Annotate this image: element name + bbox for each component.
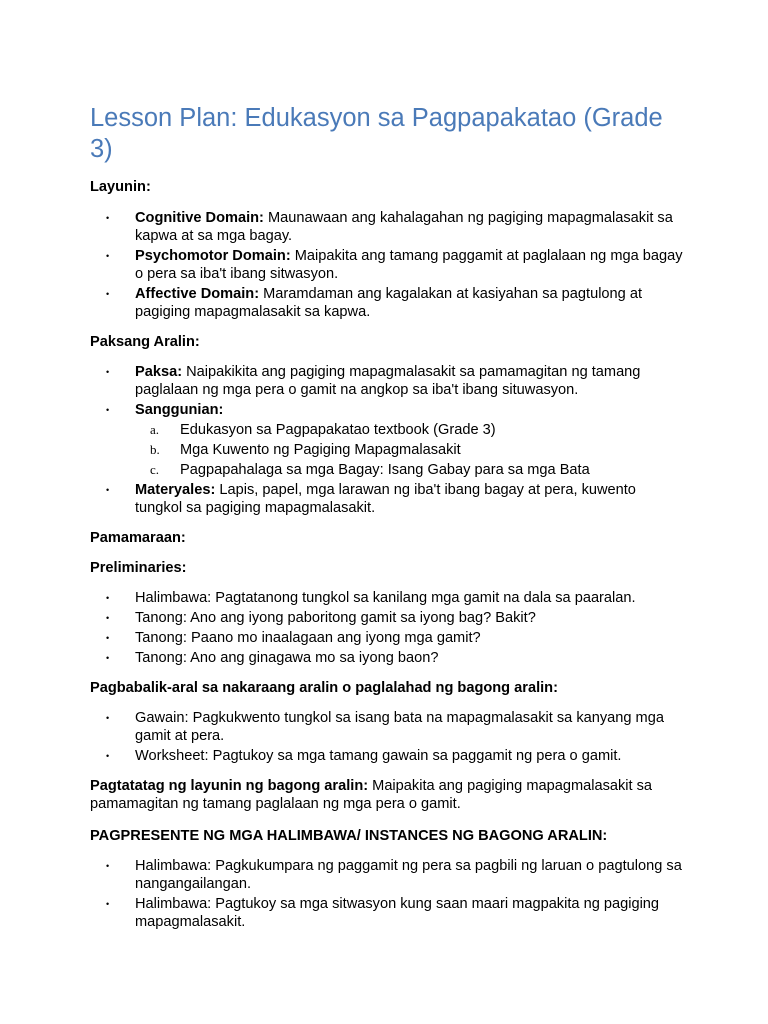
list-item [90,481,686,517]
list-item: • Gawain: Pagkukwento tungkol sa isang bata na mapagmalasakit sa kanyang mga gamit at pera. [90,709,686,745]
sub-list-item [135,461,686,479]
sub-list-item [135,441,686,459]
sub-letter: c. [150,462,160,477]
pamamaraan-heading: Pamamaraan: [90,530,186,546]
list-item: • Tanong: Ano ang iyong paboritong gamit sa iyong bag? Bakit? [90,609,686,627]
sanggunian-list [135,421,686,479]
paksang-aralin-list [90,363,686,517]
paksang-aralin-heading: Paksang Aralin: [90,334,200,350]
document-content [90,103,686,931]
sub-letter: a. [150,422,160,437]
list-item: • Tanong: Ano ang ginagawa mo sa iyong baon? [90,649,686,667]
sub-list-item [135,421,686,439]
list-item: • Worksheet: Pagtukoy sa mga tamang gawain sa paggamit ng pera o gamit. [90,747,686,765]
preliminaries-heading: Preliminaries: [90,560,187,576]
pagbabalik-aral-heading: Pagbabalik-aral sa nakaraang aralin o paglalahad ng bagong aralin: [90,680,558,696]
item-label: Materyales: [135,482,216,498]
item-label: Sanggunian: [135,402,224,418]
pagpresente-list [90,857,686,931]
sub-text: Pagpapahalaga sa mga Bagay: Isang Gabay para sa mga Bata [180,462,590,478]
sub-text: Edukasyon sa Pagpapakatao textbook (Grade 3) [180,422,496,438]
preliminaries-list [90,589,686,667]
item-label: Paksa: [135,364,183,380]
layunin-heading: Layunin: [90,179,151,195]
item-label: Psychomotor Domain: [135,248,291,264]
list-item [90,401,686,479]
pagbabalik-aral-list [90,709,686,765]
pagtatatag-label: Pagtatatag ng layunin ng bagong aralin: [90,778,369,794]
item-text: Naipakikita ang pagiging mapagmalasakit sa pamamagitan ng tamang paglalaan ng mga pera o gamit na angkop sa iba't ibang situwasyon. [135,364,641,398]
list-item: • Halimbawa: Pagkukumpara ng paggamit ng pera sa pagbili ng laruan o pagtulong sa nangangailangan. [90,857,686,893]
list-item: • Halimbawa: Pagtukoy sa mga sitwasyon kung saan maari magpakita ng pagiging mapagmalasakit. [90,895,686,931]
list-item [90,209,686,245]
pagtatatag-paragraph [90,777,686,813]
item-text: Maipakita ang tamang paggamit at paglalaan ng mga bagay o pera sa iba't ibang sitwasyon. [135,248,683,282]
pagpresente-heading: PAGPRESENTE NG MGA HALIMBAWA/ INSTANCES NG BAGONG ARALIN: [90,828,608,844]
sub-text: Mga Kuwento ng Pagiging Mapagmalasakit [180,442,461,458]
list-item [90,247,686,283]
item-label: Affective Domain: [135,286,260,302]
page-title: Lesson Plan: Edukasyon sa Pagpapakatao (Grade 3) [90,104,663,163]
list-item: • Halimbawa: Pagtatanong tungkol sa kanilang mga gamit na dala sa paaralan. [90,589,686,607]
list-item [90,285,686,321]
item-text: Lapis, papel, mga larawan ng iba't ibang bagay at pera, kuwento tungkol sa pagiging mapagmalasakit. [135,482,636,516]
list-item [90,363,686,399]
pagtatatag-text: Maipakita ang pagiging mapagmalasakit sa pamamagitan ng tamang paglalaan ng mga pera o gamit. [90,778,653,812]
sub-letter: b. [150,442,160,457]
item-text: Maramdaman ang kagalakan at kasiyahan sa pagtulong at pagiging mapagmalasakit sa kapwa. [135,286,643,320]
list-item: • Tanong: Paano mo inaalagaan ang iyong mga gamit? [90,629,686,647]
item-label: Cognitive Domain: [135,210,264,226]
layunin-list [90,209,686,321]
item-text: Maunawaan ang kahalagahan ng pagiging mapagmalasakit sa kapwa at sa mga bagay. [135,210,673,244]
